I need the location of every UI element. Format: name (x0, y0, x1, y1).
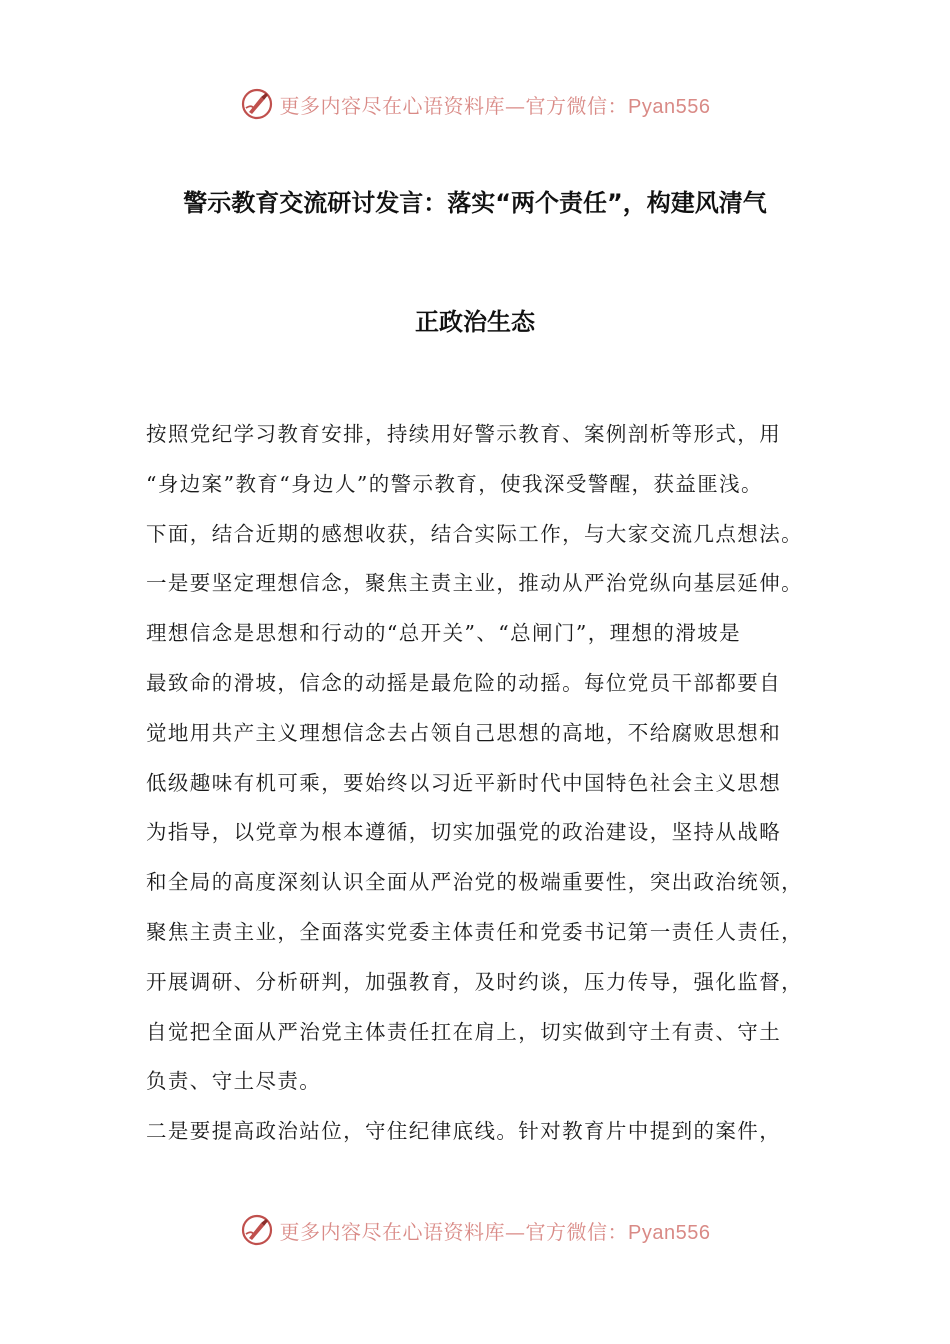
body-line: 低级趣味有机可乘，要始终以习近平新时代中国特色社会主义思想 (146, 770, 782, 795)
body-line: 按照党纪学习教育安排，持续用好警示教育、案例剖析等形式，用 (146, 422, 782, 446)
banner-text (280, 90, 711, 119)
pen-logo-icon (240, 1213, 274, 1247)
banner-main-text: 更多内容尽在心语资料库—官方微信： (279, 93, 629, 118)
body-line: 觉地用共产主义理想信念去占领自己思想的高地，不给腐败思想和 (146, 720, 782, 745)
banner-main-text: 更多内容尽在心语资料库—官方微信： (279, 1219, 629, 1244)
banner-wechat-id: Pyan556 (628, 1221, 711, 1244)
body-line: 理想信念是思想和行动的“总开关”、“总闸门”，理想的滑坡是 (146, 621, 742, 646)
body-line: 一是要坚定理想信念，聚焦主责主业，推动从严治党纵向基层延伸。 (146, 571, 803, 596)
document-title-line-1: 警示教育交流研讨发言：落实“两个责任”，构建风清气 (183, 189, 767, 217)
header-banner (0, 84, 950, 124)
body-line: 二是要提高政治站位，守住纪律底线。针对教育片中提到的案件， (146, 1119, 782, 1144)
body-line: 下面，结合近期的感想收获，结合实际工作，与大家交流几点想法。 (146, 521, 803, 546)
footer-banner (0, 1210, 950, 1250)
body-line: 和全局的高度深刻认识全面从严治党的极端重要性，突出政治统领， (146, 870, 803, 895)
body-line: “身边案”教育“身边人”的警示教育，使我深受警醒，获益匪浅。 (146, 471, 763, 496)
body-line: 为指导，以党章为根本遵循，切实加强党的政治建设，坚持从战略 (146, 820, 782, 845)
body-line: 聚焦主责主业，全面落实党委主体责任和党委书记第一责任人责任， (146, 919, 803, 944)
banner-wechat-id: Pyan556 (628, 95, 711, 118)
body-line: 负责、守土尽责。 (146, 1069, 322, 1094)
document-title-line-2: 正政治生态 (415, 308, 535, 336)
body-line: 开展调研、分析研判，加强教育，及时约谈，压力传导，强化监督， (146, 969, 803, 994)
banner-text (280, 1216, 711, 1245)
body-line: 最致命的滑坡，信念的动摇是最危险的动摇。每位党员干部都要自 (146, 670, 782, 695)
body-line: 自觉把全面从严治党主体责任扛在肩上，切实做到守土有责、守土 (146, 1019, 782, 1044)
document-body (146, 418, 826, 1165)
pen-logo-icon (240, 87, 274, 121)
